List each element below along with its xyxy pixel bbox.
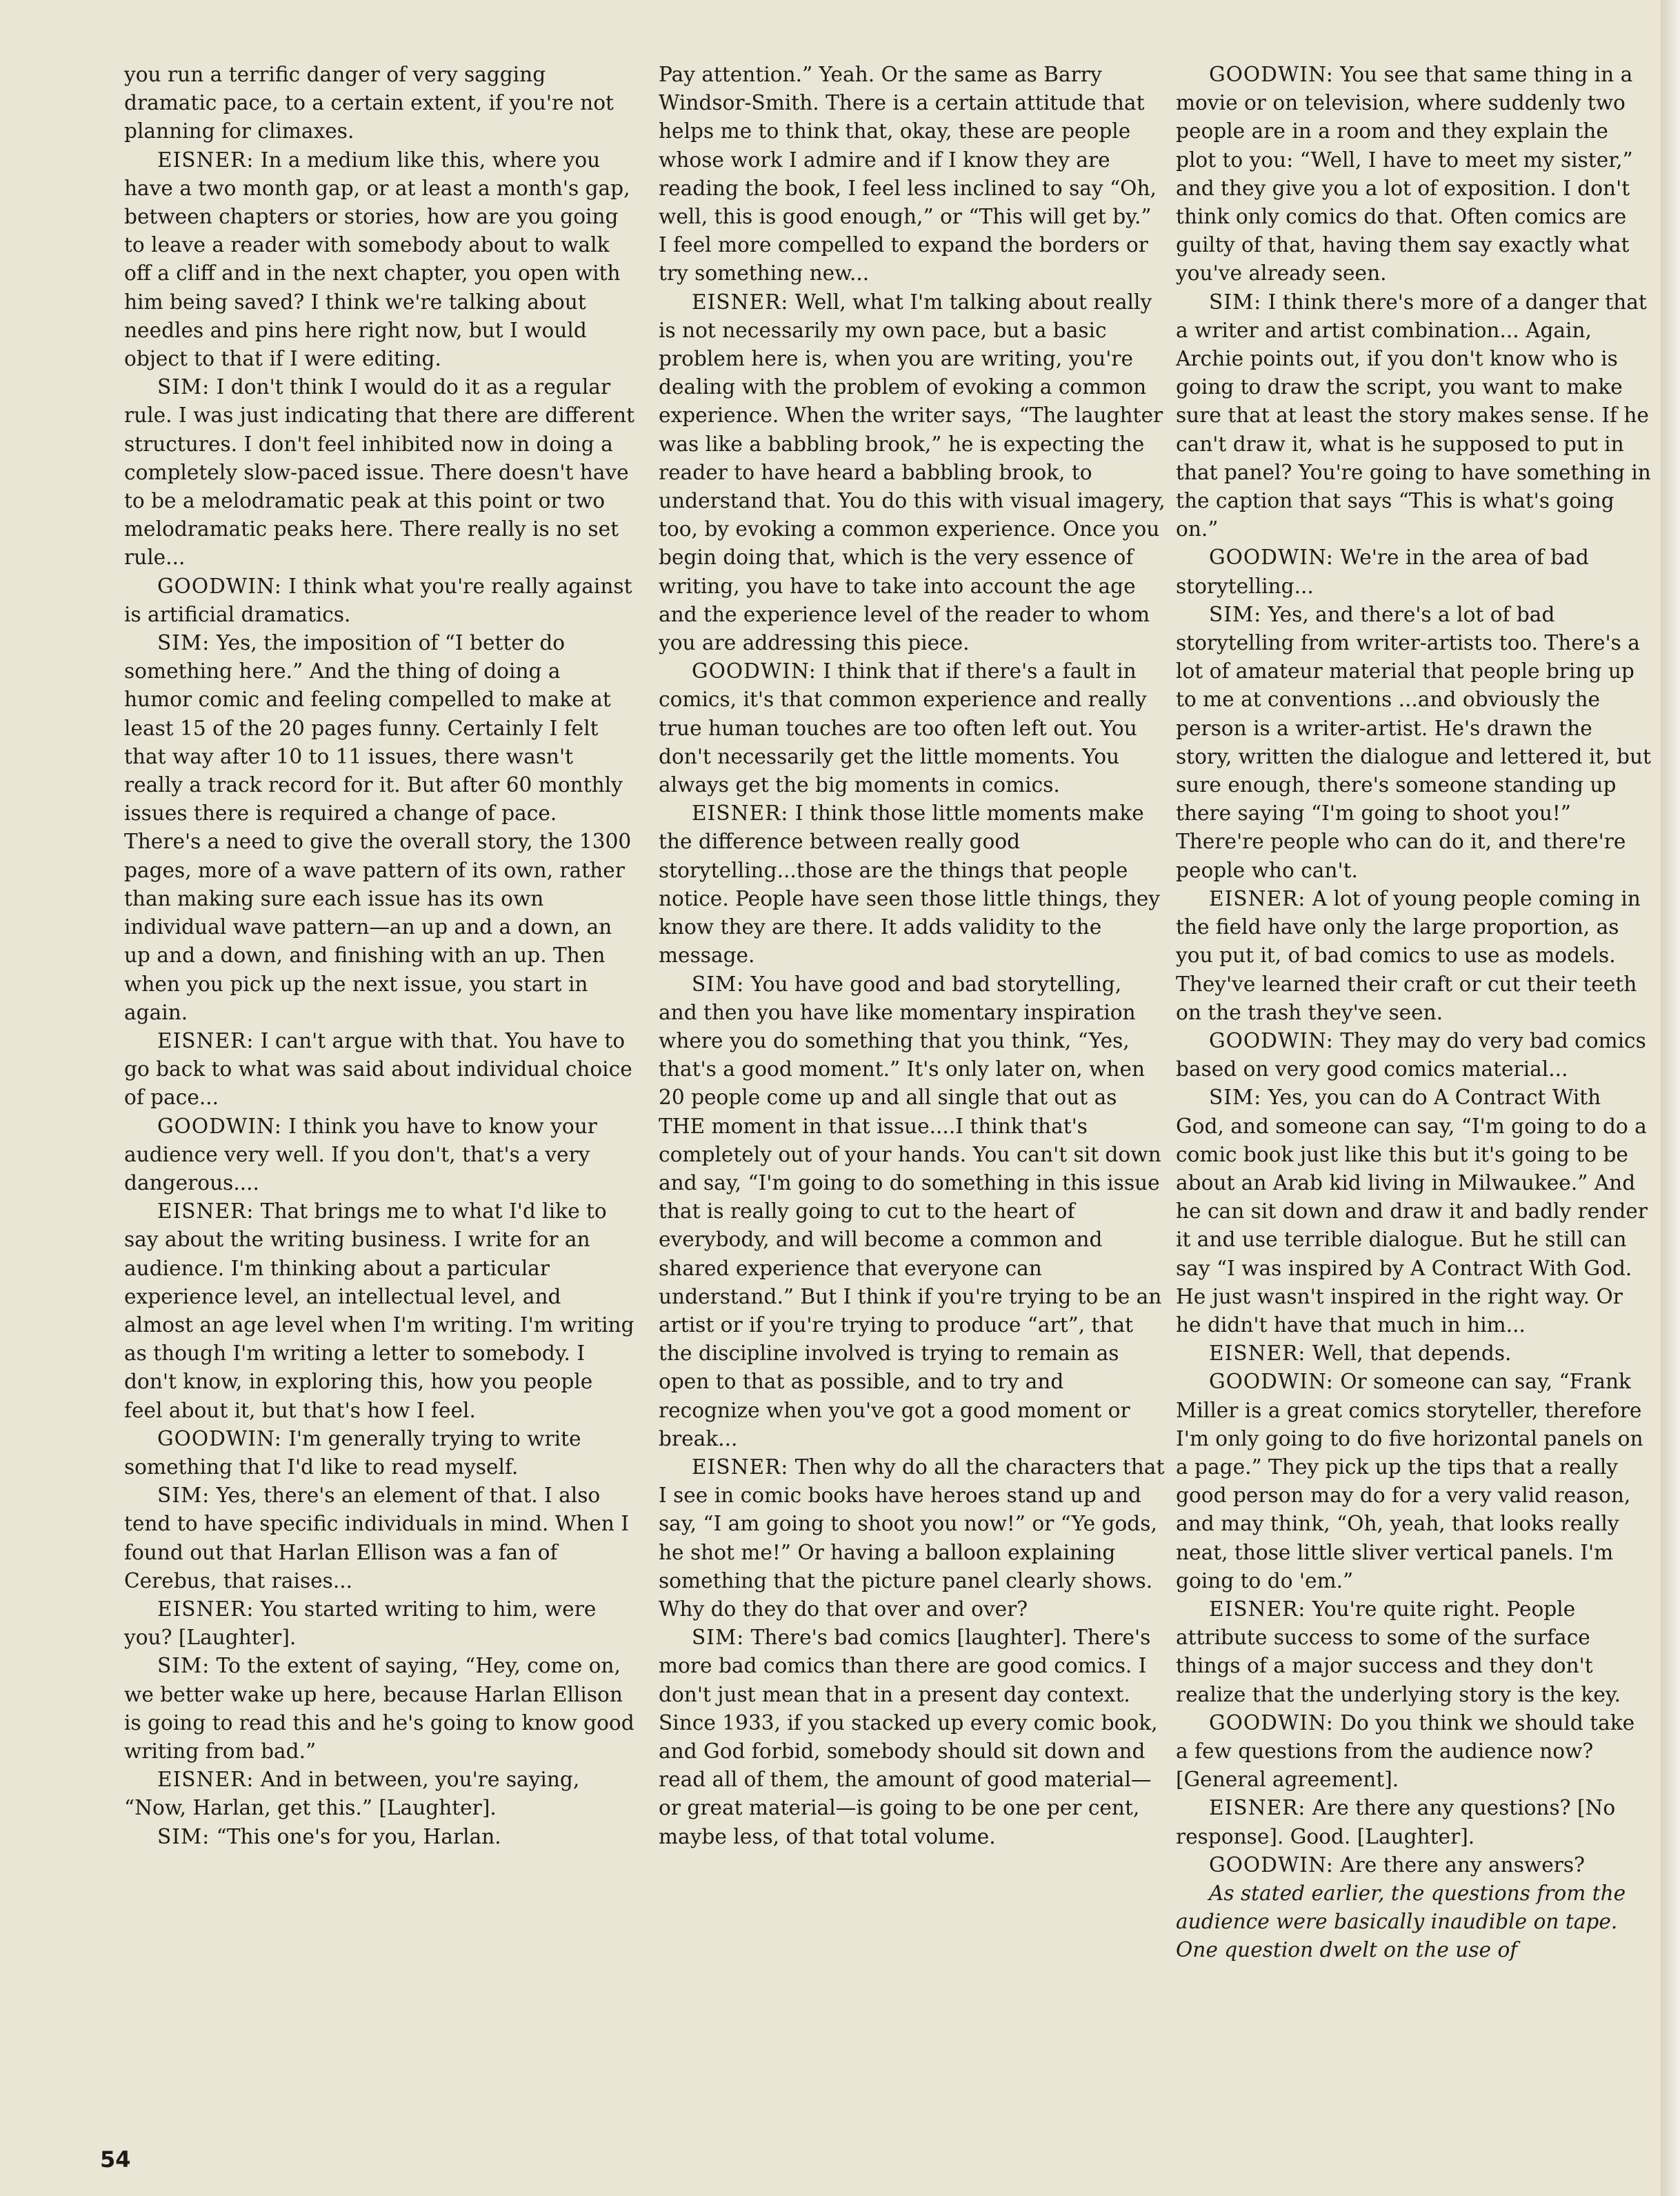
speaker-label: EISNER: [1209, 886, 1306, 910]
paragraph-text: Yes, and there's a lot of bad storytelling from writer-artists too. There's a lot of amateur material that people bring up to me at conventions ...and obviously the person is a writer-artist. He's drawn the story, written the dialogue and lettered it, but sure enough, there's someone standing up there saying “I'm going to shoot you!” There're people who can do it, and there're people who can't. [1176, 602, 1651, 882]
paragraph-text: Do you think we should take a few questions from the audience now? [General agreement]. [1176, 1710, 1635, 1792]
paragraph [124, 1652, 634, 1766]
paragraph-text: I don't think I would do it as a regular rule. I was just indicating that there are different structures. I don't feel inhibited now in doing a completely slow-paced issue. There doesn't have to be a melodramatic peak at this point or two melodramatic peaks here. There really is no set rule... [124, 375, 635, 570]
speaker-label: GOODWIN: [157, 574, 282, 598]
paragraph-text: Pay attention.” Yeah. Or the same as Barry Windsor-Smith. There is a certain attitude that helps me to think that, okay, these are people whose work I admire and if I know they are reading the book, I feel less inclined to say “Oh, well, this is good enough,” or “This will get by.” I feel more compelled to expand the borders or try something new... [659, 63, 1157, 286]
paragraph [124, 1766, 634, 1822]
text-column-3 [1176, 61, 1652, 1965]
paragraph [124, 1112, 634, 1198]
paragraph [1176, 543, 1652, 600]
speaker-label: EISNER: [157, 1028, 254, 1052]
paragraph [124, 629, 634, 1027]
speaker-label: EISNER: [692, 801, 789, 826]
paragraph [659, 1453, 1166, 1624]
paragraph [1176, 1794, 1652, 1850]
speaker-label: SIM: [157, 1824, 210, 1848]
paragraph [659, 61, 1166, 288]
paragraph [659, 799, 1166, 970]
paragraph [124, 1823, 634, 1851]
speaker-label: GOODWIN: [1209, 546, 1334, 570]
speaker-label: EISNER: [1209, 1597, 1306, 1621]
paragraph-text: you run a terrific danger of very sagging dramatic pace, to a certain extent, if you're not planning for climaxes. [124, 63, 614, 143]
paragraph-text: I think you have to know your audience very well. If you don't, that's a very dangerous.... [124, 1114, 597, 1195]
speaker-label: SIM: [157, 375, 210, 399]
speaker-label: GOODWIN: [1209, 1370, 1334, 1394]
paragraph-text: That brings me to what I'd like to say about the writing business. I write for an audience. I'm thinking about a particular experience level, an intellectual level, and almost an age level when I'm writing. I'm writing as though I'm writing a letter to somebody. I don't know, in exploring this, how you people feel about it, but that's how I feel. [124, 1199, 634, 1422]
paragraph [1176, 1709, 1652, 1795]
speaker-label: GOODWIN: [1209, 1028, 1334, 1052]
paragraph [124, 146, 634, 374]
paragraph [1176, 885, 1652, 1027]
paragraph [1176, 1879, 1652, 1965]
speaker-label: GOODWIN: [157, 1114, 282, 1138]
speaker-label: SIM: [1209, 1086, 1262, 1110]
paragraph-text: Are there any questions? [No response]. Good. [Laughter]. [1176, 1796, 1616, 1848]
paragraph-text: Well, what I'm talking about really is not necessarily my own pace, but a basic problem here is, when you are writing, you're dealing with the problem of evoking a common experience. When the writer says, “The laughter was like a babbling brook,” he is expecting the reader to have heard a babbling brook, to understand that. You do this with visual imagery, too, by evoking a common experience. Once you begin doing that, which is the very essence of writing, you have to take into account the age and the experience level of the reader to whom you are addressing this piece. [659, 290, 1166, 655]
paragraph-text: I'm generally trying to write something that I'd like to read myself. [124, 1426, 581, 1479]
paragraph-text: I think those little moments make the difference between really good storytelling...those are the things that people notice. People have seen those little things, they know they are there. It adds validity to the message. [659, 801, 1160, 968]
paragraph [659, 288, 1166, 658]
speaker-label: EISNER: [692, 1455, 789, 1479]
paragraph-text: As stated earlier, the questions from the audience were basically inaudible on tape. One question dwelt on the use of [1176, 1881, 1626, 1962]
speaker-label: SIM: [157, 631, 210, 655]
paragraph-text: Well, that depends. [1312, 1341, 1512, 1366]
paragraph-text: Then why do all the characters that I see in comic books have heroes stand up and say, “I am going to shoot you now!” or “Ye gods, he shot me!” Or having a balloon explaining something that the picture panel clearly shows. Why do they do that over and over? [659, 1455, 1165, 1621]
paragraph-text: “This one's for you, Harlan. [216, 1824, 501, 1848]
paragraph-text: You see that same thing in a movie or on television, where suddenly two people are in a room and they explain the plot to you: “Well, I have to meet my sister,” and they give you a lot of exposition. I don't think only comics do that. Often comics are guilty of that, having them say exactly what you've already seen. [1176, 63, 1633, 286]
paragraph [124, 1197, 634, 1425]
paragraph [124, 1595, 634, 1652]
paragraph [1176, 1851, 1652, 1879]
paragraph-text: You have good and bad storytelling, and then you have like momentary inspiration where you do something that you think, “Yes, that's a good moment.” It's only later on, when 20 people come up and all single that out as THE moment in that issue....I think that's completely out of your hands. You can't sit down and say, “I'm going to do something in this issue that is really going to cut to the heart of everybody, and will become a common and shared experience that everyone can understand.” But I think if you're trying to be an artist or if you're trying to produce “art”, that the discipline involved is trying to remain as open to that as possible, and to try and recognize when you've got a good moment or break... [659, 972, 1162, 1450]
page-edge [1661, 0, 1680, 2196]
paragraph [1176, 601, 1652, 885]
paragraph [659, 657, 1166, 799]
paragraph-text: To the extent of saying, “Hey, come on, we better wake up here, because Harlan Ellison is going to read this and he's going to know good writing from bad.” [124, 1654, 634, 1763]
speaker-label: GOODWIN: [1209, 1710, 1334, 1735]
paragraph [124, 1425, 634, 1481]
speaker-label: GOODWIN: [1209, 63, 1334, 86]
speaker-label: SIM: [157, 1484, 210, 1508]
paragraph-text: I can't argue with that. You have to go back to what was said about individual choice of pace... [124, 1028, 632, 1110]
paragraph-text: A lot of young people coming in the field have only the large proportion, as you put it, of bad comics to use as models. They've learned their craft or cut their teeth on the trash they've seen. [1176, 886, 1641, 1024]
paragraph [1176, 1368, 1652, 1595]
paragraph [1176, 1084, 1652, 1339]
speaker-label: EISNER: [157, 1199, 254, 1224]
paragraph [124, 1027, 634, 1112]
text-column-1 [124, 61, 634, 1851]
paragraph-text: I think there's more of a danger that a writer and artist combination... Again, Archie points out, if you don't know who is going to draw the script, you want to make sure that at least the story makes sense. If he can't draw it, what is he supposed to put in that panel? You're going to have something in the caption that says “This is what's going on.” [1176, 290, 1651, 541]
speaker-label: SIM: [157, 1654, 210, 1678]
paragraph-text: You started writing to him, were you? [Laughter]. [124, 1597, 597, 1650]
paragraph [1176, 1027, 1652, 1084]
paragraph [1176, 1595, 1652, 1709]
paragraph-text: Are there any answers? [1340, 1853, 1585, 1877]
speaker-label: GOODWIN: [157, 1426, 282, 1450]
speaker-label: GOODWIN: [692, 659, 817, 683]
paragraph-text: In a medium like this, where you have a two month gap, or at least a month's gap, between chapters or stories, how are you going to leave a reader with somebody about to walk off a cliff and in the next chapter, you open with him being saved? I think we're talking about needles and pins here right now, but I would object to that if I were editing. [124, 148, 630, 371]
paragraph-text: Or someone can say, “Frank Miller is a great comics storyteller, therefore I'm only going to do five horizontal panels on a page.” They pick up the tips that a really good person may do for a very valid reason, and may think, “Oh, yeah, that looks really neat, those little sliver vertical panels. I'm going to do 'em.” [1176, 1370, 1643, 1593]
paragraph [124, 61, 634, 146]
paragraph [659, 1624, 1166, 1851]
paragraph-text: I think what you're really against is artificial dramatics. [124, 574, 632, 626]
speaker-label: SIM: [1209, 602, 1262, 626]
paragraph-text: We're in the area of bad storytelling... [1176, 546, 1589, 598]
speaker-label: EISNER: [157, 1768, 254, 1792]
paragraph [124, 572, 634, 629]
paragraph [659, 970, 1166, 1453]
paragraph-text: Yes, the imposition of “I better do something here.” And the thing of doing a humor comic and feeling compelled to make at least 15 of the 20 pages funny. Certainly I felt that way after 10 to 11 issues, there wasn't really a track record for it. But after 60 monthly issues there is required a change of pace. There's a need to give the overall story, the 1300 pages, more of a wave pattern of its own, rather than making sure each issue has its own individual wave pattern—an up and a down, an up and a down, and finishing with an up. Then when you pick up the next issue, you start in again. [124, 631, 632, 1024]
paragraph-text: They may do very bad comics based on very good comics material... [1176, 1028, 1646, 1081]
speaker-label: SIM: [1209, 290, 1262, 314]
paragraph-text: I think that if there's a fault in comics, it's that common experience and really true human touches are too often left out. You don't necessarily get the little moments. You always get the big moments in comics. [659, 659, 1147, 797]
paragraph-text: Yes, you can do A Contract With God, and someone can say, “I'm going to do a comic book just like this but it's going to be about an Arab kid living in Milwaukee.” And he can sit down and draw it and badly render it and use terrible dialogue. But he still can say “I was inspired by A Contract With God. He just wasn't inspired in the right way. Or he didn't have that much in him... [1176, 1086, 1648, 1337]
speaker-label: SIM: [692, 1626, 745, 1650]
speaker-label: SIM: [692, 972, 745, 996]
paragraph [1176, 61, 1652, 288]
page-number: 54 [100, 2146, 131, 2173]
speaker-label: EISNER: [157, 1597, 254, 1621]
paragraph [124, 1481, 634, 1595]
paragraph [1176, 288, 1652, 544]
text-column-2 [659, 61, 1166, 1851]
paragraph-text: There's bad comics [laughter]. There's more bad comics than there are good comics. I don't just mean that in a present day context. Since 1933, if you stacked up every comic book, and God forbid, somebody should sit down and read all of them, the amount of good material—or great material—is going to be one per cent, maybe less, of that total volume. [659, 1626, 1158, 1848]
paragraph [124, 373, 634, 572]
paragraph-text: You're quite right. People attribute success to some of the surface things of a major success and they don't realize that the underlying story is the key. [1176, 1597, 1621, 1706]
speaker-label: EISNER: [1209, 1341, 1306, 1366]
speaker-label: EISNER: [692, 290, 789, 314]
speaker-label: GOODWIN: [1209, 1853, 1334, 1877]
paragraph [1176, 1339, 1652, 1368]
speaker-label: EISNER: [157, 148, 254, 172]
paragraph-text: Yes, there's an element of that. I also tend to have specific individuals in mind. When I found out that Harlan Ellison was a fan of Cerebus, that raises... [124, 1484, 629, 1593]
speaker-label: EISNER: [1209, 1796, 1306, 1820]
paragraph-text: And in between, you're saying, “Now, Harlan, get this.” [Laughter]. [124, 1768, 580, 1820]
